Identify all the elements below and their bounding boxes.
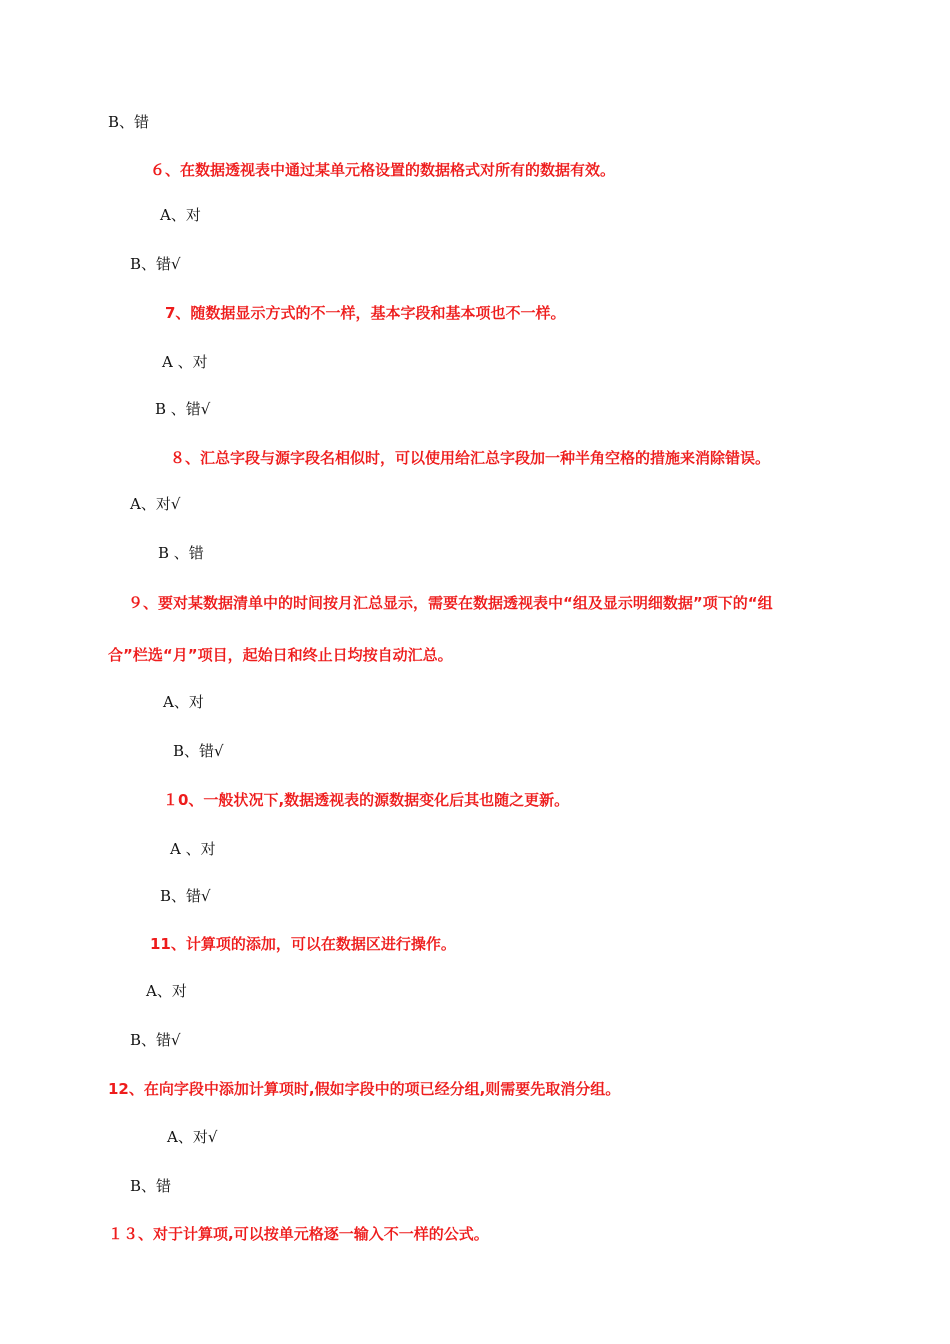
answer-option: B、错	[108, 113, 150, 131]
answer-option: A、对	[163, 693, 204, 711]
question-13: １３、对于计算项,可以按单元格逐一输入不一样的公式。	[108, 1225, 489, 1243]
answer-option: B、错	[130, 1177, 172, 1195]
question-9: ９、要对某数据清单中的时间按月汇总显示，需要在数据透视表中“组及显示明细数据”项下的“组	[128, 594, 773, 612]
answer-option: B、错√	[130, 255, 181, 273]
answer-option: B、错√	[160, 887, 211, 905]
question-7: 7、随数据显示方式的不一样，基本字段和基本项也不一样。	[165, 304, 566, 322]
question-11: 11、计算项的添加，可以在数据区进行操作。	[150, 935, 456, 953]
answer-option: A、对√	[167, 1128, 218, 1146]
question-8: ８、汇总字段与源字段名相似时，可以使用给汇总字段加一种半角空格的措施来消除错误。	[170, 449, 771, 467]
question-9-continued: 合”栏选“月”项目，起始日和终止日均按自动汇总。	[108, 646, 453, 664]
question-10: １0、一般状况下,数据透视表的源数据变化后其也随之更新。	[163, 791, 570, 809]
answer-option: A、对	[160, 206, 201, 224]
question-12: 12、在向字段中添加计算项时,假如字段中的项已经分组,则需要先取消分组。	[108, 1080, 621, 1098]
answer-option: B 、错	[158, 544, 204, 562]
answer-option: A、对	[146, 982, 187, 1000]
answer-option: A 、对	[170, 840, 216, 858]
answer-option: A、对√	[130, 495, 181, 513]
answer-option: B、错√	[130, 1031, 181, 1049]
question-6: ６、在数据透视表中通过某单元格设置的数据格式对所有的数据有效。	[150, 161, 616, 179]
answer-option: B、错√	[173, 742, 224, 760]
answer-option: A 、对	[162, 353, 208, 371]
answer-option: B 、错√	[155, 400, 211, 418]
